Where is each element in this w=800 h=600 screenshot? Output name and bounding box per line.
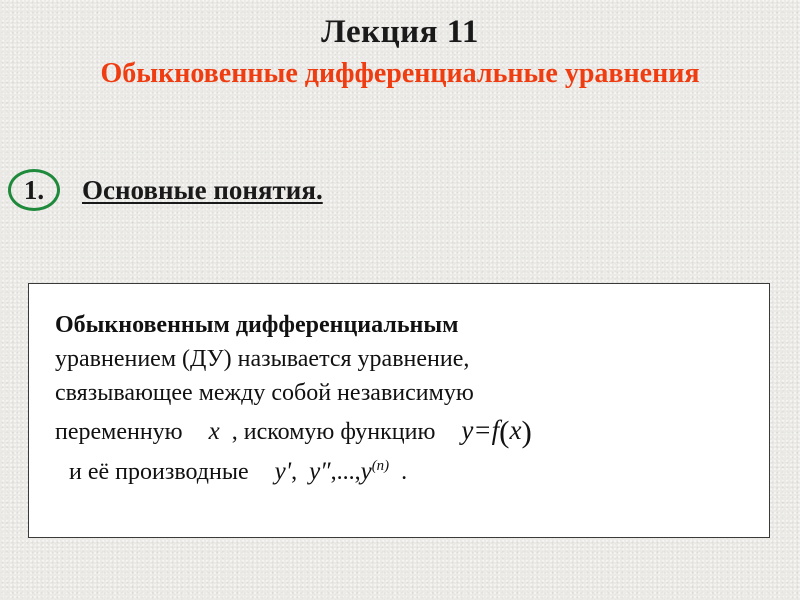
definition-line-2-rest: называется уравнение,: [231, 346, 470, 373]
variable-x: x: [208, 418, 220, 446]
formula-f: f: [491, 415, 500, 446]
derivative-nth-superscript: (n): [371, 458, 390, 475]
section-title: Основные понятия.: [82, 174, 323, 205]
derivative-nth: y: [360, 458, 372, 486]
definition-line-5-end: .: [401, 459, 408, 486]
subject-title: Обыкновенные дифференциальные уравнения: [100, 57, 700, 89]
formula-y: y: [461, 415, 474, 446]
formula-argument-x: x: [509, 415, 522, 446]
formula-equals: =: [473, 415, 492, 446]
derivative-second: y″: [309, 458, 331, 486]
derivative-comma-1: ,: [291, 459, 298, 486]
section-heading: [8, 166, 800, 214]
definition-term: уравнением (ДУ): [55, 346, 232, 373]
definition-line-4-b: , искомую функцию: [231, 419, 436, 446]
definition-line-3: связывающее между собой независимую: [55, 380, 474, 407]
definition-line-1: Обыкновенным дифференциальным: [55, 312, 459, 338]
definition-line-5-a: и её производные: [69, 459, 249, 486]
definition-line-2: [55, 342, 747, 376]
lecture-title: Лекция 11: [321, 14, 479, 50]
definition-box: [28, 283, 770, 538]
section-number-badge: 1.: [8, 169, 60, 211]
title-block: [0, 14, 800, 90]
formula-close-paren: ): [521, 414, 532, 450]
definition-line-4-a: переменную: [55, 419, 183, 446]
derivative-dots: ,...,: [330, 459, 361, 486]
definition-line-5: [55, 454, 747, 490]
derivative-first: y': [274, 458, 292, 486]
formula-open-paren: (: [499, 414, 510, 450]
definition-line-4: [55, 410, 747, 454]
